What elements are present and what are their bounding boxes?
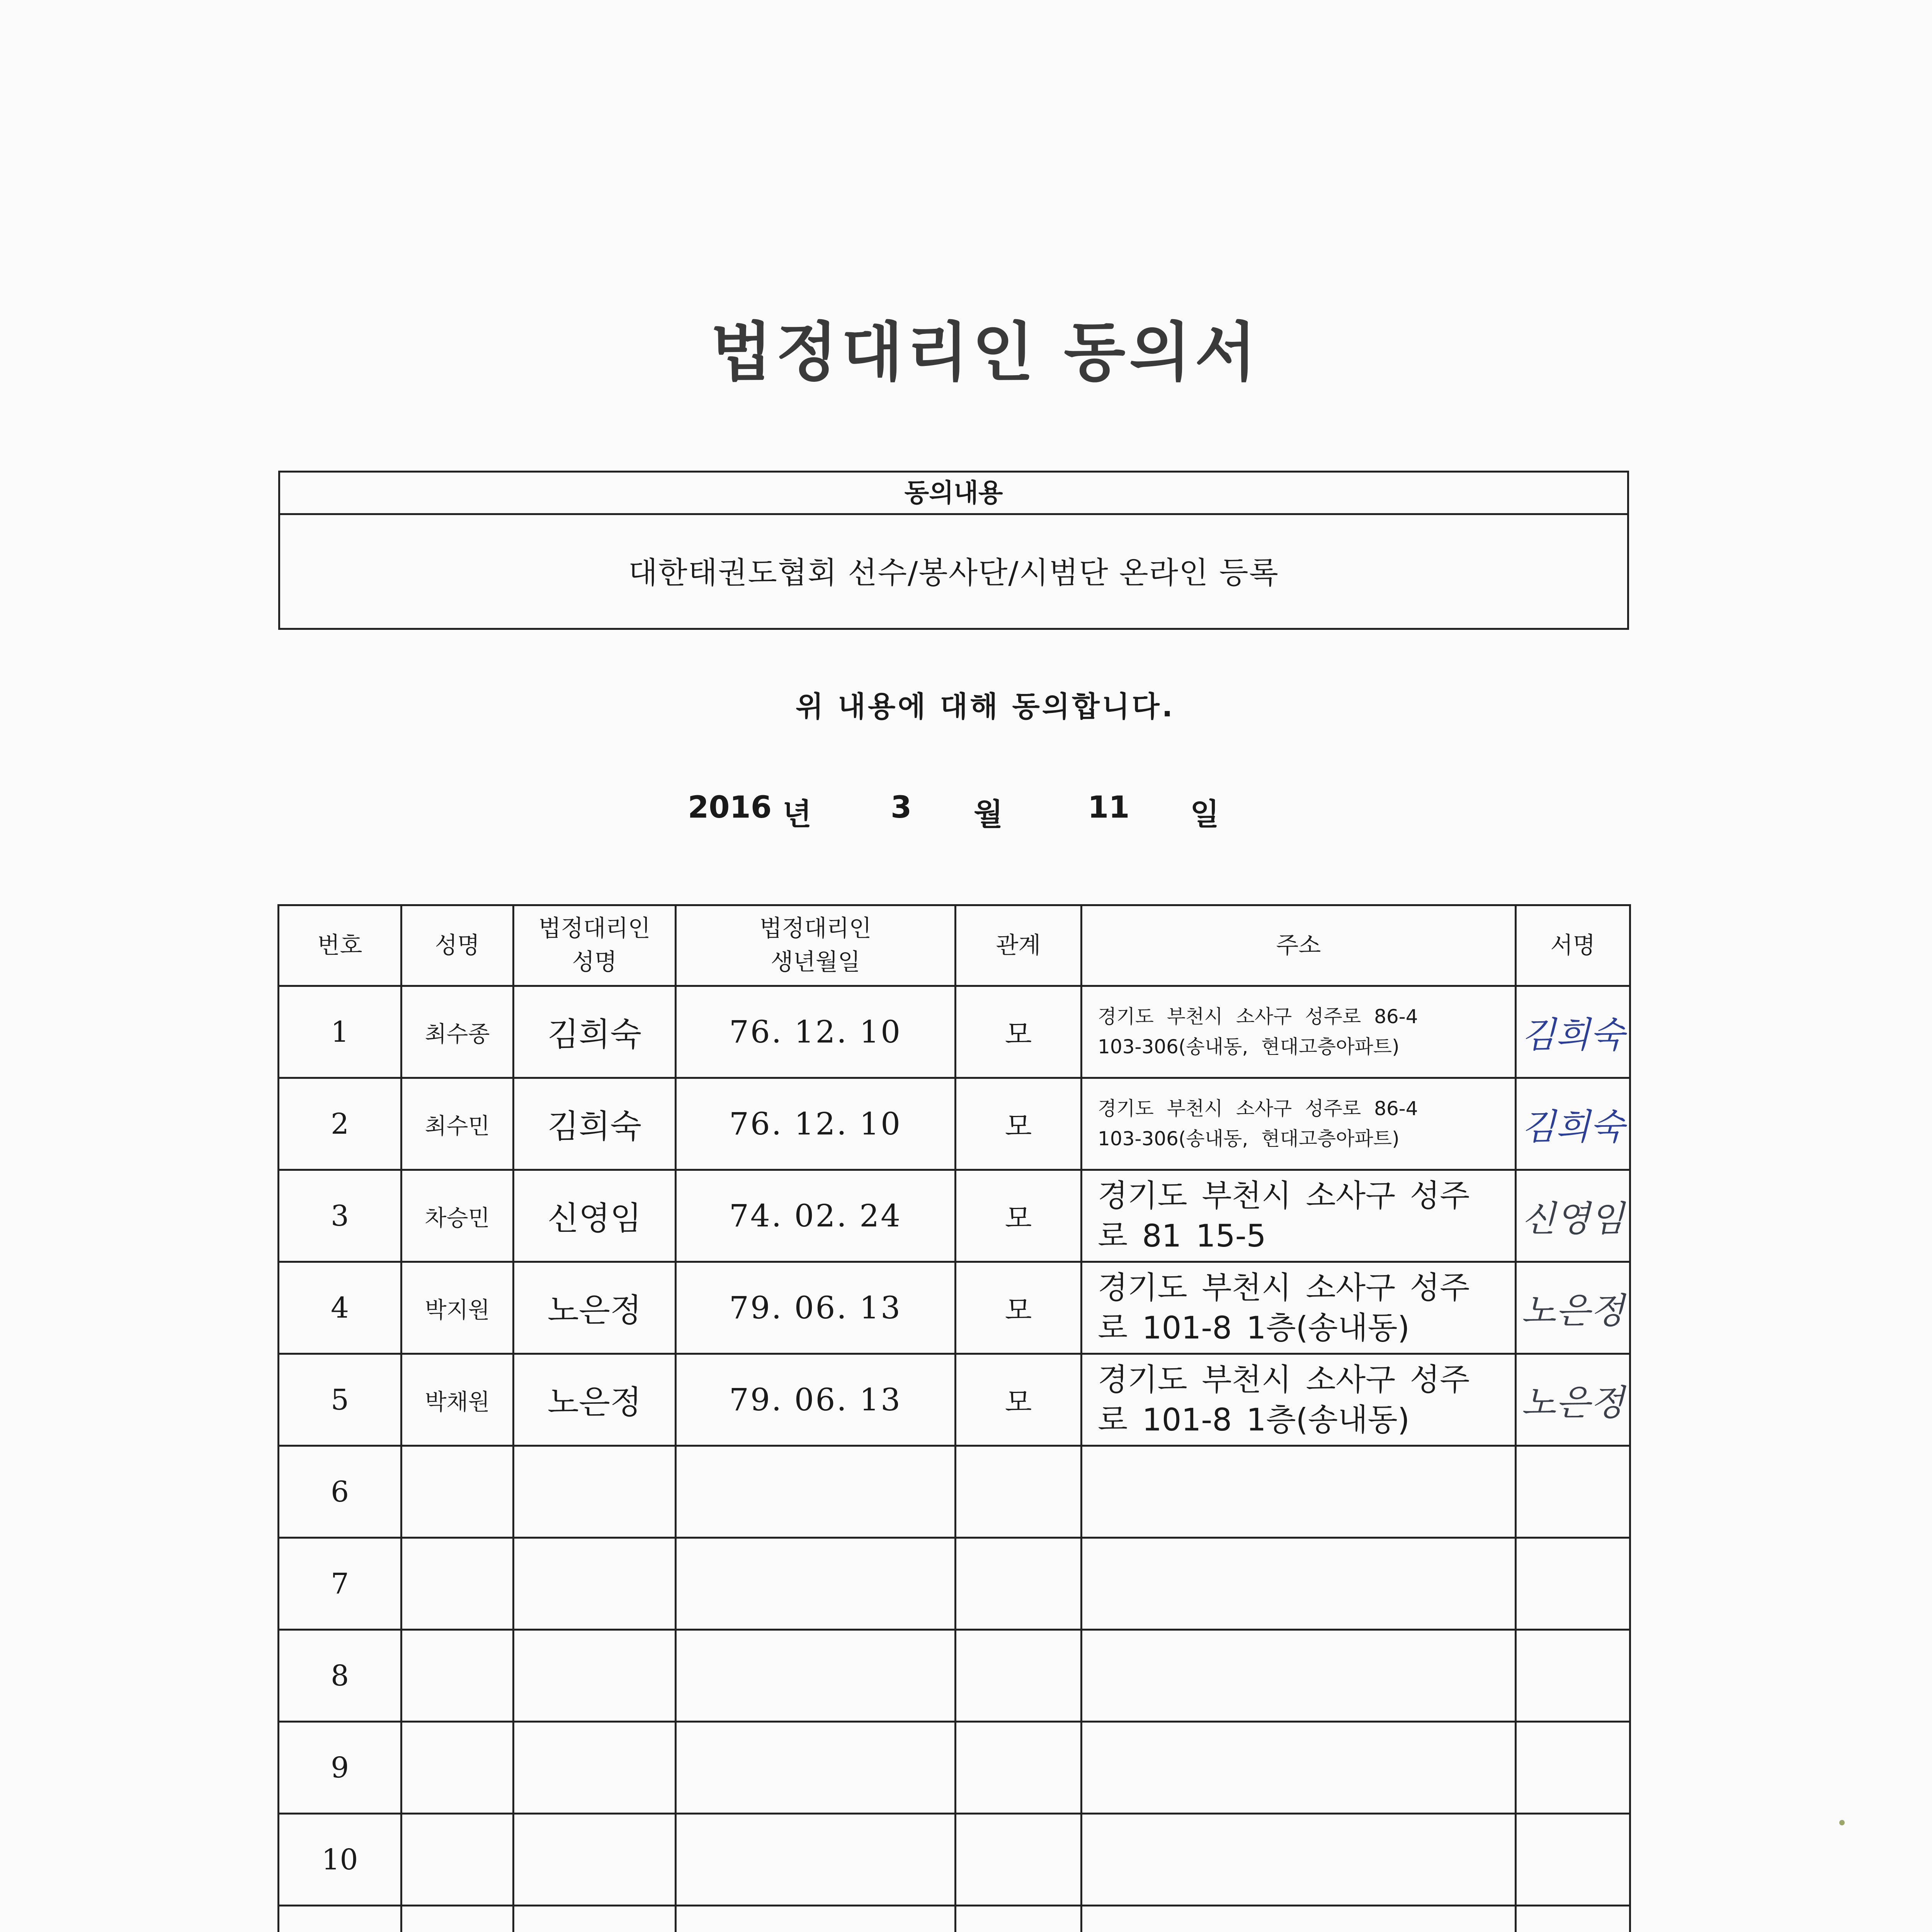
- cell-guardian-name: 노은정: [514, 1262, 676, 1354]
- table-row: [279, 1630, 1630, 1722]
- cell-number: 9: [279, 1722, 401, 1814]
- cell-number: 6: [279, 1446, 401, 1538]
- cell-number: 7: [279, 1538, 401, 1630]
- cell-guardian-name: 김희숙: [514, 1078, 676, 1170]
- page-title: 법정대리인 동의서: [710, 315, 1260, 389]
- cell-relation: 모: [956, 1170, 1082, 1262]
- cell-number: 2: [279, 1078, 401, 1170]
- cell-name: 차승민: [401, 1170, 514, 1262]
- cell-number: 4: [279, 1262, 401, 1354]
- cell-signature: 신영임: [1516, 1170, 1630, 1262]
- table-header-row: [279, 905, 1630, 986]
- cell-guardian-name: 신영임: [514, 1170, 676, 1262]
- cell-address: 경기도 부천시 소사구 성주로 86-4 103-306(송내동, 현대고층아파트): [1082, 986, 1516, 1078]
- cell-guardian-birth: 76. 12. 10: [676, 986, 956, 1078]
- cell-relation: 모: [956, 986, 1082, 1078]
- cell-number: [279, 1906, 401, 1932]
- cell-address: 경기도 부천시 소사구 성주 로 81 15-5: [1082, 1170, 1516, 1262]
- table-row: [279, 986, 1630, 1078]
- table-row: [279, 1906, 1630, 1932]
- table-row: [279, 1170, 1630, 1262]
- cell-number: 8: [279, 1630, 401, 1722]
- cell-guardian-birth: 79. 06. 13: [676, 1262, 956, 1354]
- table-row: [279, 1814, 1630, 1906]
- scan-speck: [1839, 1820, 1845, 1825]
- table-row: [279, 1538, 1630, 1630]
- cell-number: 1: [279, 986, 401, 1078]
- date-day: 11: [1088, 790, 1130, 825]
- table-row: [279, 1078, 1630, 1170]
- header-guardian-name: 법정대리인 성명: [514, 905, 676, 986]
- cell-signature: 김희숙: [1516, 986, 1630, 1078]
- cell-relation: 모: [956, 1078, 1082, 1170]
- consent-content: 대한태권도협회 선수/봉사단/시범단 온라인 등록: [628, 556, 1279, 590]
- header-guardian-birth: 법정대리인 생년월일: [676, 905, 956, 986]
- cell-guardian-birth: 76. 12. 10: [676, 1078, 956, 1170]
- header-number: 번호: [279, 905, 401, 986]
- cell-guardian-birth: 74. 02. 24: [676, 1170, 956, 1262]
- cell-signature: 김희숙: [1516, 1078, 1630, 1170]
- cell-name: 박지원: [401, 1262, 514, 1354]
- cell-signature: 노은정: [1516, 1262, 1630, 1354]
- header-name: 성명: [401, 905, 514, 986]
- cell-number: 10: [279, 1814, 401, 1906]
- cell-relation: 모: [956, 1354, 1082, 1446]
- table-row: [279, 1262, 1630, 1354]
- date-day-unit: 일: [1190, 797, 1219, 832]
- table-row: [279, 1722, 1630, 1814]
- agreement-statement: 위 내용에 대해 동의합니다.: [796, 690, 1175, 723]
- cell-address: 경기도 부천시 소사구 성주로 86-4 103-306(송내동, 현대고층아파트): [1082, 1078, 1516, 1170]
- date-year: 2016: [688, 790, 772, 825]
- header-relation: 관계: [956, 905, 1082, 986]
- table-row: [279, 1446, 1630, 1538]
- header-address: 주소: [1082, 905, 1516, 986]
- cell-guardian-birth: 79. 06. 13: [676, 1354, 956, 1446]
- cell-name: 최수종: [401, 986, 514, 1078]
- date-month-unit: 월: [974, 797, 1003, 832]
- cell-name: 최수민: [401, 1078, 514, 1170]
- cell-relation: 모: [956, 1262, 1082, 1354]
- date-year-unit: 년: [782, 797, 812, 832]
- consent-header: 동의내용: [280, 473, 1627, 515]
- cell-signature: 노은정: [1516, 1354, 1630, 1446]
- date-month: 3: [891, 790, 912, 825]
- cell-guardian-name: 노은정: [514, 1354, 676, 1446]
- cell-name: 박채원: [401, 1354, 514, 1446]
- header-signature: 서명: [1516, 905, 1630, 986]
- consent-box: [278, 471, 1629, 630]
- table-row: [279, 1354, 1630, 1446]
- cell-address: 경기도 부천시 소사구 성주 로 101-8 1층(송내동): [1082, 1262, 1516, 1354]
- cell-number: 5: [279, 1354, 401, 1446]
- cell-number: 3: [279, 1170, 401, 1262]
- guardian-table: [277, 904, 1631, 1932]
- cell-address: 경기도 부천시 소사구 성주 로 101-8 1층(송내동): [1082, 1354, 1516, 1446]
- cell-guardian-name: 김희숙: [514, 986, 676, 1078]
